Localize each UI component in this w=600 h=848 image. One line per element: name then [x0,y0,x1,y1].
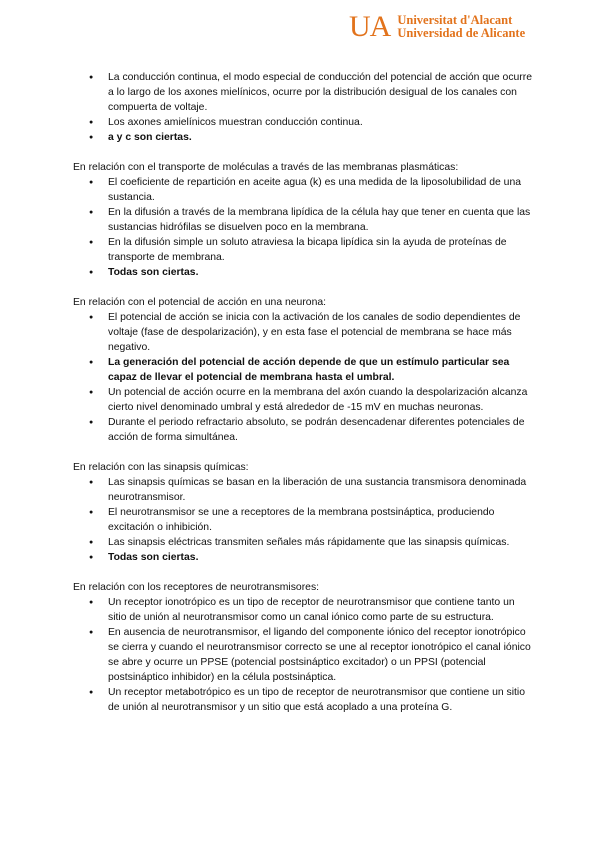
answer-item: ● En la difusión simple un soluto atraviesa la bicapa lipídica sin la ayuda de proteínas de transporte de membrana. [73,235,533,265]
answer-list [73,70,533,145]
answer-item-correct: ● a y c son ciertas. [73,130,533,145]
logo-line-1: Universitat d'Alacant [397,13,513,27]
answer-item: ● Los axones amielínicos muestran conducción continua. [73,115,533,130]
answer-item: ● Durante el periodo refractario absoluto, se podrán desencadenar diferentes potenciales de acción de forma simultánea. [73,415,533,445]
question-stem: En relación con el transporte de moléculas a través de las membranas plasmáticas: [73,162,459,173]
answer-item: ● Las sinapsis químicas se basan en la liberación de una sustancia transmisora denominada neurotransmisor. [73,475,533,505]
university-logo [349,12,525,42]
answer-item-correct: ● Todas son ciertas. [73,550,533,565]
answer-item-correct: ● La generación del potencial de acción depende de que un estímulo particular sea capaz de llevar el potencial de membrana hasta el umbral. [73,355,533,385]
question-stem: En relación con los receptores de neurotransmisores: [73,582,320,593]
document-body [73,70,533,715]
answer-list [73,175,533,280]
answer-item: ● El potencial de acción se inicia con la activación de los canales de sodio dependientes de voltaje (fase de despolarización), y en esta fase el potencial de membrana se hace más negativo. [73,310,533,355]
logo-text [397,14,525,40]
answer-item: ● El neurotransmisor se une a receptores de la membrana postsináptica, produciendo excitación o inhibición. [73,505,533,535]
question-block [73,580,533,715]
logo-mark: UA [349,10,391,43]
answer-item: ● Un receptor metabotrópico es un tipo de receptor de neurotransmisor que contiene un sitio de unión al neurotransmisor y un sitio que está acoplado a una proteína G. [73,685,533,715]
answer-item: ● En la difusión a través de la membrana lipídica de la célula hay que tener en cuenta que las sustancias hidrófilas se disuelven poco en la membrana. [73,205,533,235]
answer-item: ● En ausencia de neurotransmisor, el ligando del componente iónico del receptor ionotrópico se cierra y cuando el neurotransmisor correcto se une al receptor ionotrópico el canal iónico se abre y ocurre un PPSE (potencial postsináptico excitador) o un PPSI (potencial postsináptico inhibidor) en la célula postsináptica. [73,625,533,685]
question-block [73,295,533,445]
answer-item: ● Un receptor ionotrópico es un tipo de receptor de neurotransmisor que contiene tanto un sitio de unión al neurotransmisor como un canal iónico como parte de su estructura. [73,595,533,625]
answer-list [73,310,533,445]
question-block [73,160,533,280]
answer-list [73,595,533,715]
answer-item: ● La conducción continua, el modo especial de conducción del potencial de acción que ocurre a lo largo de los axones mielínicos, ocurre por la distribución desigual de los canales con compuerta de voltaje. [73,70,533,115]
answer-item: ● Las sinapsis eléctricas transmiten señales más rápidamente que las sinapsis químicas. [73,535,533,550]
question-block [73,70,533,145]
question-stem: En relación con las sinapsis químicas: [73,462,249,473]
answer-list [73,475,533,565]
logo-line-2: Universidad de Alicante [397,26,526,40]
answer-item: ● Un potencial de acción ocurre en la membrana del axón cuando la despolarización alcanza cierto nivel denominado umbral y está alrededor de -15 mV en muchas neuronas. [73,385,533,415]
answer-item-correct: ● Todas son ciertas. [73,265,533,280]
answer-item: ● El coeficiente de repartición en aceite agua (k) es una medida de la liposolubilidad de una sustancia. [73,175,533,205]
question-stem: En relación con el potencial de acción en una neurona: [73,297,327,308]
question-block [73,460,533,565]
